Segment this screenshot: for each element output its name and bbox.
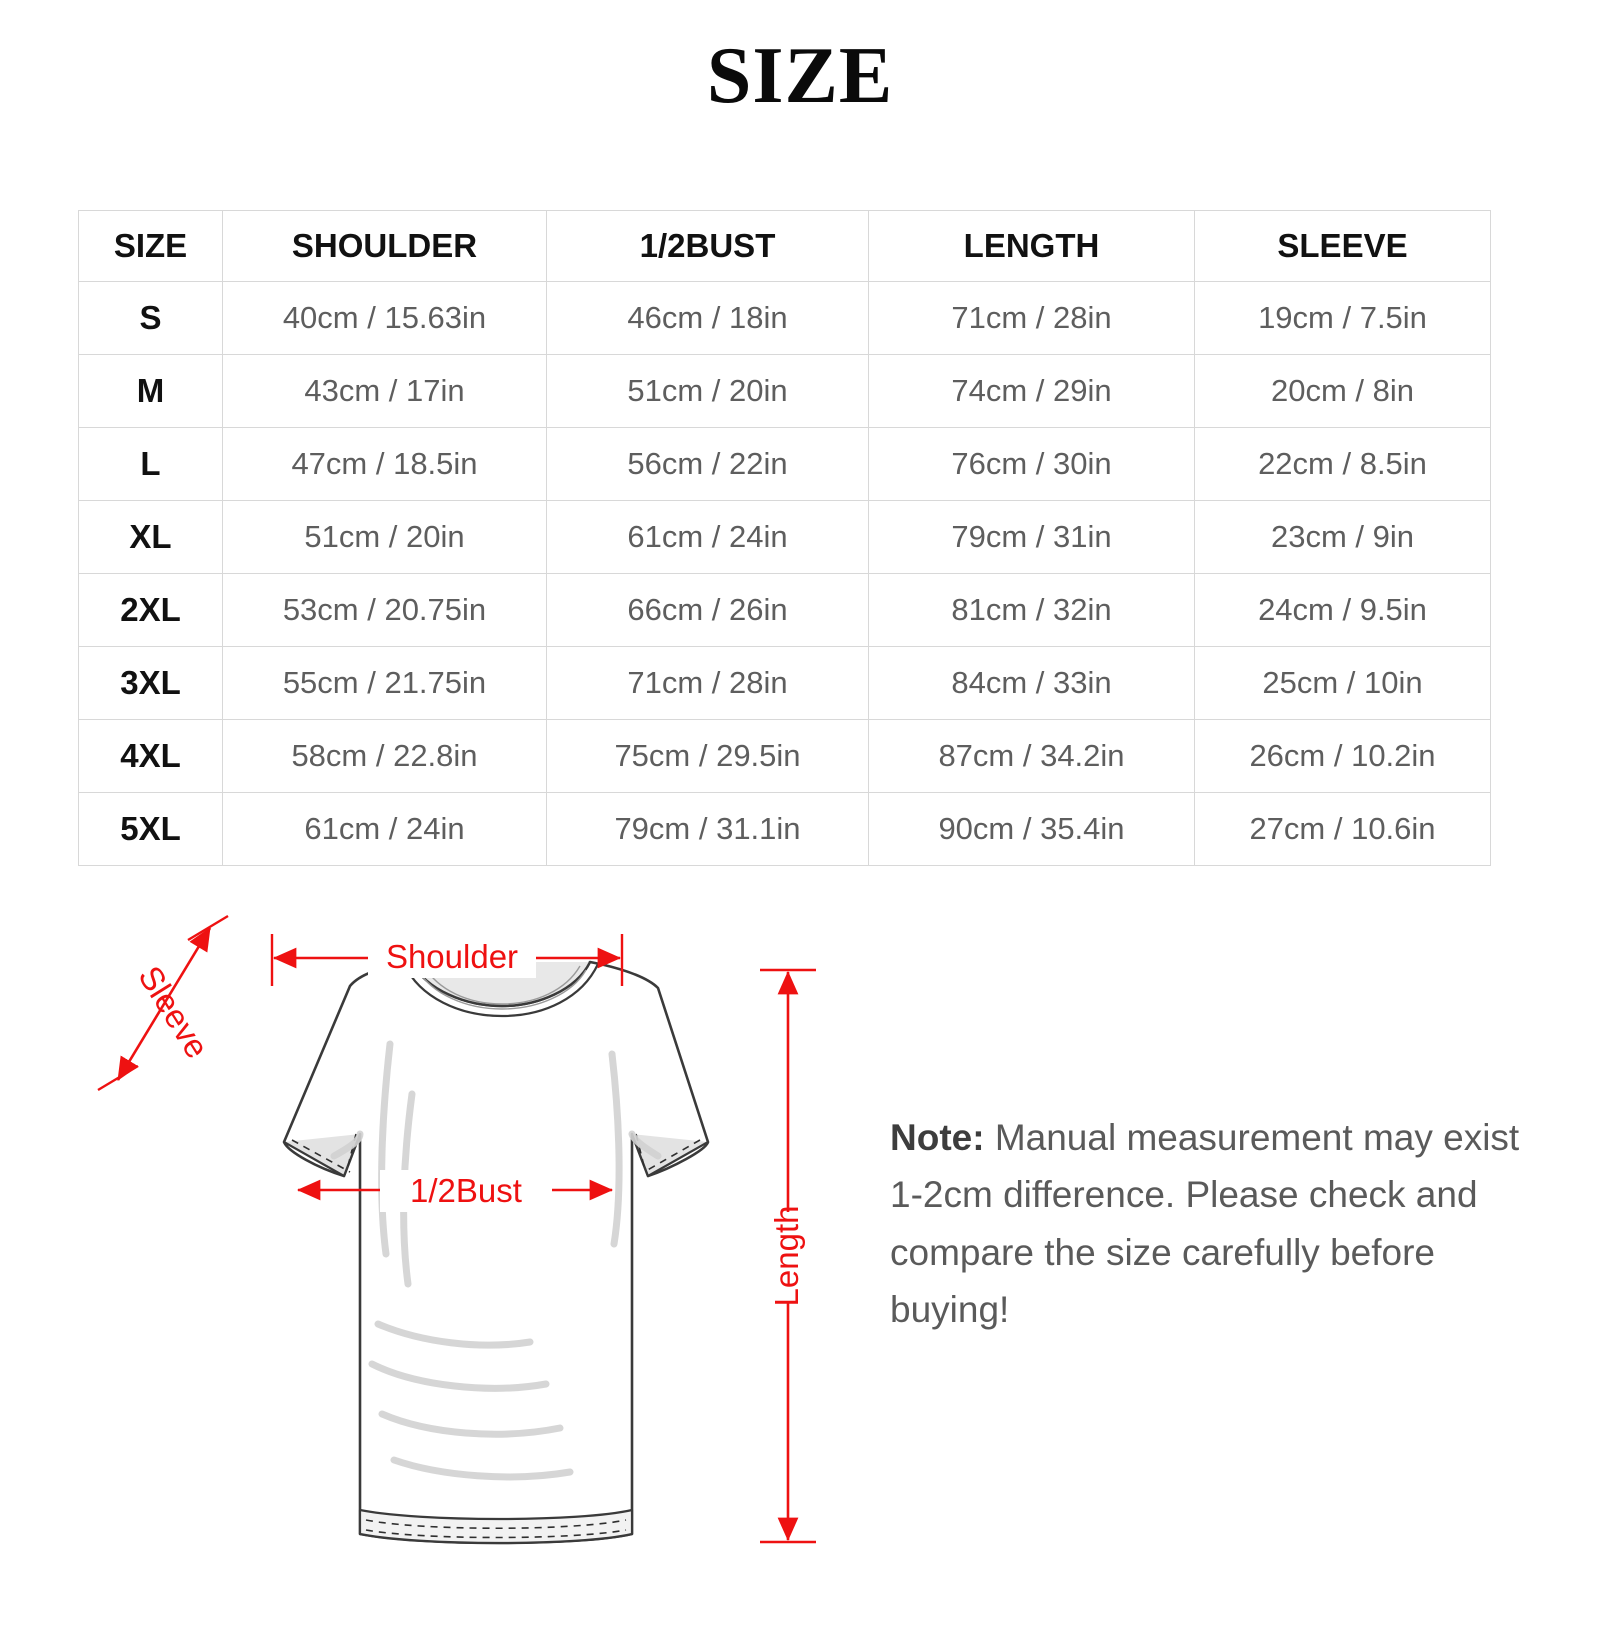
cell-length: 81cm / 32in (869, 574, 1195, 647)
cell-sleeve: 19cm / 7.5in (1195, 282, 1491, 355)
cell-bust: 66cm / 26in (547, 574, 869, 647)
cell-size: 3XL (79, 647, 223, 720)
table-row (79, 501, 1491, 574)
cell-size: S (79, 282, 223, 355)
cell-bust: 46cm / 18in (547, 282, 869, 355)
cell-bust: 71cm / 28in (547, 647, 869, 720)
sleeve-label: Sleeve (131, 959, 217, 1065)
cell-length: 87cm / 34.2in (869, 720, 1195, 793)
cell-bust: 51cm / 20in (547, 355, 869, 428)
cell-shoulder: 58cm / 22.8in (223, 720, 547, 793)
column-header-sleeve: SLEEVE (1195, 211, 1491, 282)
shoulder-label: Shoulder (385, 938, 519, 975)
cell-shoulder: 43cm / 17in (223, 355, 547, 428)
table-row (79, 574, 1491, 647)
cell-shoulder: 51cm / 20in (223, 501, 547, 574)
measurement-note (890, 1109, 1520, 1338)
tshirt-measurement-diagram (60, 894, 860, 1594)
cell-sleeve: 23cm / 9in (1195, 501, 1491, 574)
table-header-row (79, 211, 1491, 282)
cell-length: 84cm / 33in (869, 647, 1195, 720)
cell-sleeve: 20cm / 8in (1195, 355, 1491, 428)
half-bust-label: 1/2Bust (410, 1172, 522, 1209)
cell-bust: 79cm / 31.1in (547, 793, 869, 866)
note-label: Note: (890, 1117, 985, 1158)
cell-length: 74cm / 29in (869, 355, 1195, 428)
cell-shoulder: 55cm / 21.75in (223, 647, 547, 720)
cell-size: 2XL (79, 574, 223, 647)
cell-length: 71cm / 28in (869, 282, 1195, 355)
size-chart-table (78, 210, 1491, 866)
size-chart-table-container (78, 210, 1490, 866)
cell-sleeve: 24cm / 9.5in (1195, 574, 1491, 647)
cell-length: 79cm / 31in (869, 501, 1195, 574)
column-header-shoulder: SHOULDER (223, 211, 547, 282)
note-text: Manual measurement may exist 1-2cm difference. Please check and compare the size carefully before buying! (890, 1117, 1520, 1331)
cell-length: 90cm / 35.4in (869, 793, 1195, 866)
sleeve-measure-arrow (98, 916, 228, 1090)
cell-bust: 61cm / 24in (547, 501, 869, 574)
cell-bust: 75cm / 29.5in (547, 720, 869, 793)
cell-shoulder: 40cm / 15.63in (223, 282, 547, 355)
table-row (79, 282, 1491, 355)
column-header-length: LENGTH (869, 211, 1195, 282)
length-measure-arrow (748, 970, 828, 1542)
table-row (79, 647, 1491, 720)
length-label: Length (768, 1205, 805, 1307)
cell-shoulder: 53cm / 20.75in (223, 574, 547, 647)
cell-size: XL (79, 501, 223, 574)
column-header-size: SIZE (79, 211, 223, 282)
column-header-bust: 1/2BUST (547, 211, 869, 282)
cell-shoulder: 61cm / 24in (223, 793, 547, 866)
tshirt-illustration (284, 962, 708, 1543)
table-row (79, 720, 1491, 793)
cell-shoulder: 47cm / 18.5in (223, 428, 547, 501)
table-row (79, 355, 1491, 428)
cell-size: L (79, 428, 223, 501)
cell-size: M (79, 355, 223, 428)
cell-length: 76cm / 30in (869, 428, 1195, 501)
cell-sleeve: 27cm / 10.6in (1195, 793, 1491, 866)
table-row (79, 793, 1491, 866)
cell-size: 4XL (79, 720, 223, 793)
table-row (79, 428, 1491, 501)
cell-sleeve: 25cm / 10in (1195, 647, 1491, 720)
cell-bust: 56cm / 22in (547, 428, 869, 501)
cell-sleeve: 22cm / 8.5in (1195, 428, 1491, 501)
page-title: SIZE (706, 32, 894, 120)
cell-size: 5XL (79, 793, 223, 866)
cell-sleeve: 26cm / 10.2in (1195, 720, 1491, 793)
